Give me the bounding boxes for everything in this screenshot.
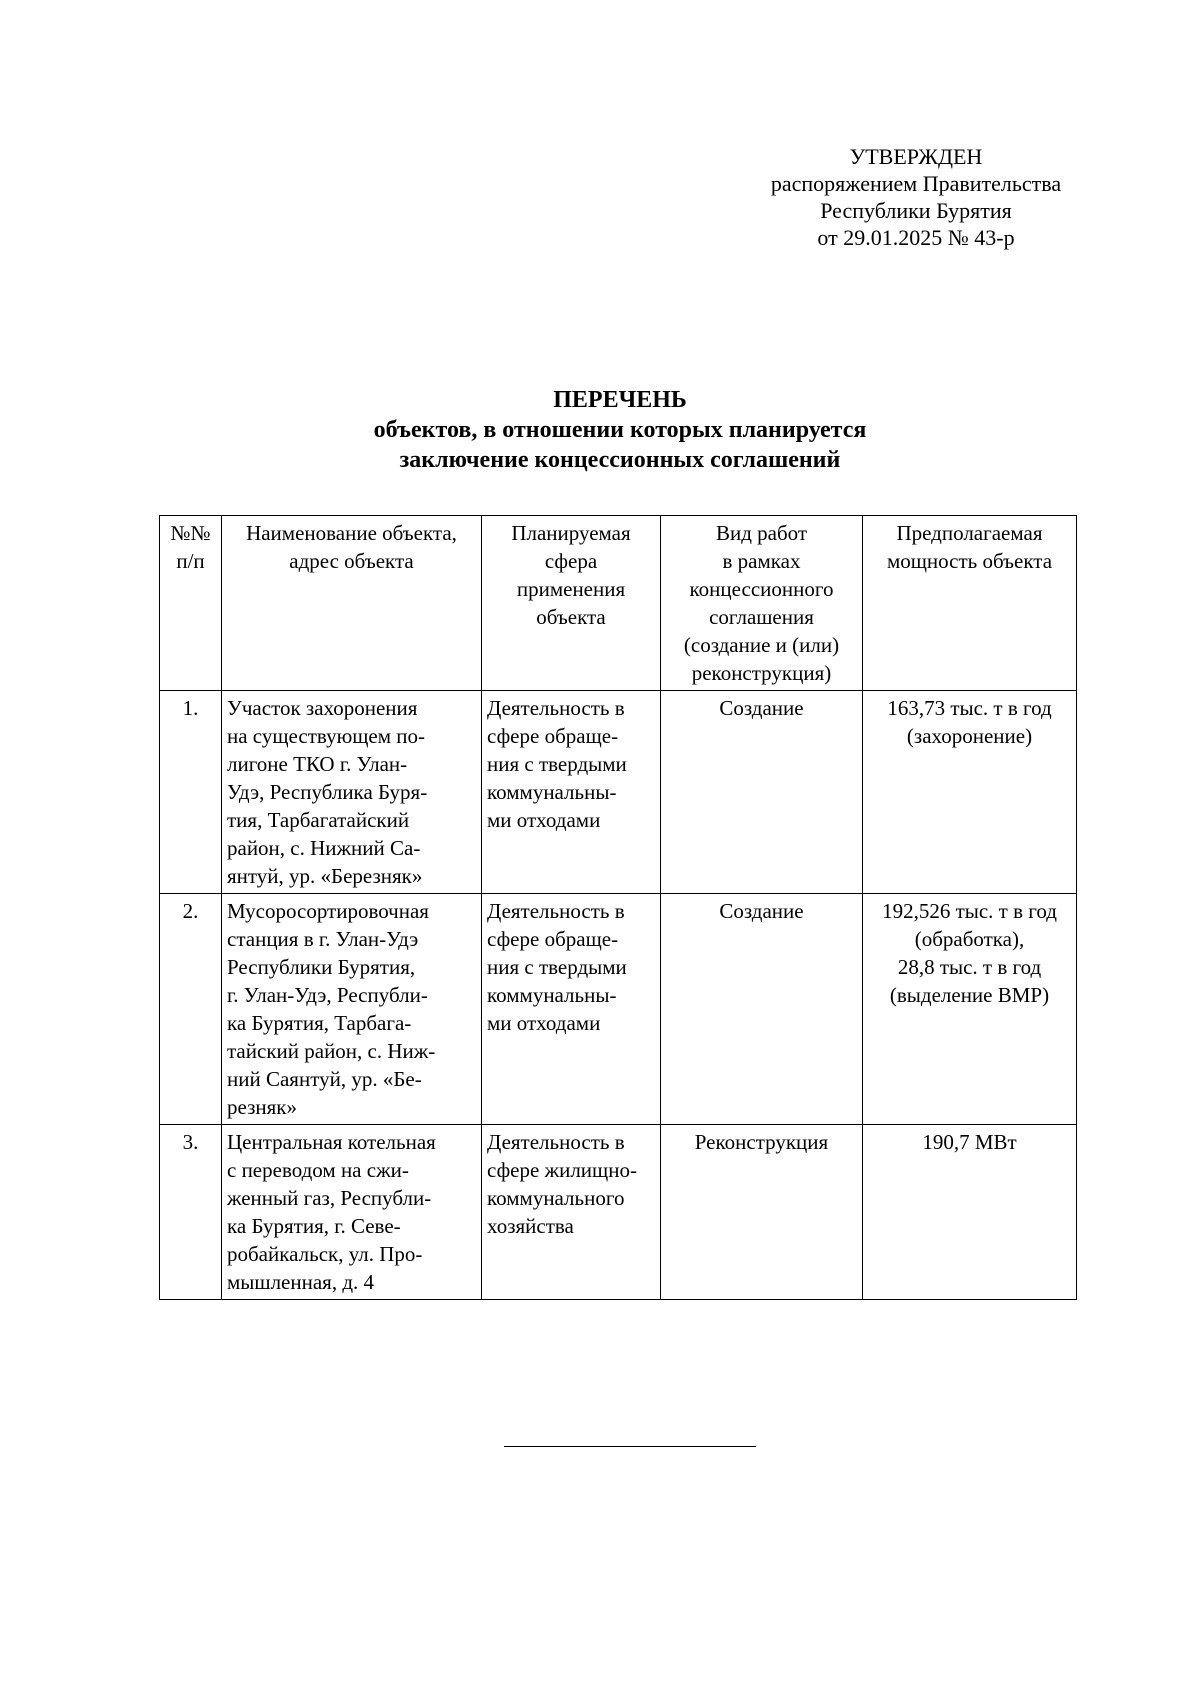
row-number: 2. <box>160 894 222 1125</box>
capacity-cell <box>863 1125 1077 1300</box>
cell-text: 192,526 тыс. т в год <box>882 899 1057 923</box>
approval-line-1: УТВЕРЖДЕН <box>849 144 983 169</box>
cell-text: коммунальны- <box>487 780 617 804</box>
cell-text: коммунальны- <box>487 983 617 1007</box>
header-text: применения <box>516 577 626 601</box>
object-name-cell <box>222 691 482 894</box>
header-text: №№ <box>170 521 211 545</box>
cell-text: тия, Тарбагатайский <box>227 808 410 832</box>
cell-text: женный газ, Республи- <box>227 1186 432 1210</box>
title-subtitle-line-1: объектов, в отношении которых планируется <box>373 417 867 443</box>
cell-text: хозяйства <box>487 1214 574 1238</box>
header-text: п/п <box>176 549 205 573</box>
cell-text: 28,8 тыс. т в год <box>897 955 1042 979</box>
document-title <box>160 385 1080 475</box>
object-name-cell <box>222 894 482 1125</box>
cell-text: Удэ, Республика Буря- <box>227 780 428 804</box>
cell-text: 190,7 МВт <box>922 1130 1017 1154</box>
header-text: Предполагаемая <box>896 521 1043 545</box>
header-object-name <box>222 516 482 691</box>
header-text: Вид работ <box>715 521 808 545</box>
cell-text: (захоронение) <box>906 724 1033 748</box>
header-text: Планируемая <box>511 521 631 545</box>
cell-text: ка Бурятия, г. Севе- <box>227 1214 401 1238</box>
table-row <box>160 691 1077 894</box>
cell-text: Центральная котельная <box>227 1130 436 1154</box>
cell-text: сфере обраще- <box>487 927 619 951</box>
cell-text: коммунального <box>487 1186 625 1210</box>
cell-text: 163,73 тыс. т в год <box>887 696 1052 720</box>
cell-text: робайкальск, ул. Про- <box>227 1242 423 1266</box>
title-subtitle-line-2: заключение концессионных соглашений <box>399 447 841 473</box>
table-row <box>160 1125 1077 1300</box>
header-text: адрес объекта <box>289 549 414 573</box>
cell-text: янтуй, ур. «Березняк» <box>227 864 423 888</box>
cell-text: тайский район, с. Ниж- <box>227 1039 436 1063</box>
cell-text: Деятельность в <box>487 899 625 923</box>
cell-text: Мусоросортировочная <box>227 899 429 923</box>
header-text: концессионного <box>689 577 834 601</box>
cell-text: с переводом на сжи- <box>227 1158 409 1182</box>
header-text: в рамках <box>722 549 801 573</box>
cell-text: ния с твердыми <box>487 955 627 979</box>
capacity-cell <box>863 894 1077 1125</box>
closing-divider <box>504 1446 756 1447</box>
cell-text: на существующем по- <box>227 724 426 748</box>
cell-text: ка Бурятия, Тарбага- <box>227 1011 412 1035</box>
work-type-cell: Реконструкция <box>661 1125 863 1300</box>
header-text: Наименование объекта, <box>246 521 457 545</box>
cell-text: район, с. Нижний Са- <box>227 836 421 860</box>
approval-stamp <box>740 143 1092 251</box>
sphere-cell <box>482 1125 661 1300</box>
header-work-type <box>661 516 863 691</box>
cell-text: сфере обраще- <box>487 724 619 748</box>
approval-line-4: от 29.01.2025 № 43-р <box>817 225 1015 250</box>
header-sphere <box>482 516 661 691</box>
header-text: мощность объекта <box>886 549 1053 573</box>
approval-line-3: Республики Бурятия <box>820 198 1012 223</box>
title-main: ПЕРЕЧЕНЬ <box>553 387 687 413</box>
header-text: сфера <box>544 549 598 573</box>
cell-text: Деятельность в <box>487 696 625 720</box>
cell-text: ми отходами <box>487 1011 601 1035</box>
cell-text: ний Саянтуй, ур. «Бе- <box>227 1067 422 1091</box>
work-type-cell: Создание <box>661 894 863 1125</box>
cell-text: резняк» <box>227 1095 297 1119</box>
cell-text: (выделение ВМР) <box>889 983 1050 1007</box>
approval-line-2: распоряжением Правительства <box>770 171 1062 196</box>
object-name-cell <box>222 1125 482 1300</box>
header-text: (создание и (или) <box>683 633 840 657</box>
header-text: соглашения <box>709 605 814 629</box>
cell-text: мышленная, д. 4 <box>227 1270 375 1294</box>
objects-table <box>159 515 1077 1300</box>
capacity-cell <box>863 691 1077 894</box>
header-capacity <box>863 516 1077 691</box>
cell-text: (обработка), <box>914 927 1025 951</box>
cell-text: г. Улан-Удэ, Республи- <box>227 983 428 1007</box>
cell-text: Деятельность в <box>487 1130 625 1154</box>
cell-text: ми отходами <box>487 808 601 832</box>
cell-text: Республики Бурятия, <box>227 955 416 979</box>
header-number <box>160 516 222 691</box>
cell-text: лигоне ТКО г. Улан- <box>227 752 408 776</box>
cell-text: Участок захоронения <box>227 696 418 720</box>
table-row <box>160 894 1077 1125</box>
row-number: 1. <box>160 691 222 894</box>
cell-text: ния с твердыми <box>487 752 627 776</box>
table-header-row <box>160 516 1077 691</box>
cell-text: сфере жилищно- <box>487 1158 637 1182</box>
header-text: реконструкция) <box>691 661 832 685</box>
work-type-cell: Создание <box>661 691 863 894</box>
row-number: 3. <box>160 1125 222 1300</box>
sphere-cell <box>482 691 661 894</box>
header-text: объекта <box>536 605 606 629</box>
cell-text: станция в г. Улан-Удэ <box>227 927 419 951</box>
sphere-cell <box>482 894 661 1125</box>
